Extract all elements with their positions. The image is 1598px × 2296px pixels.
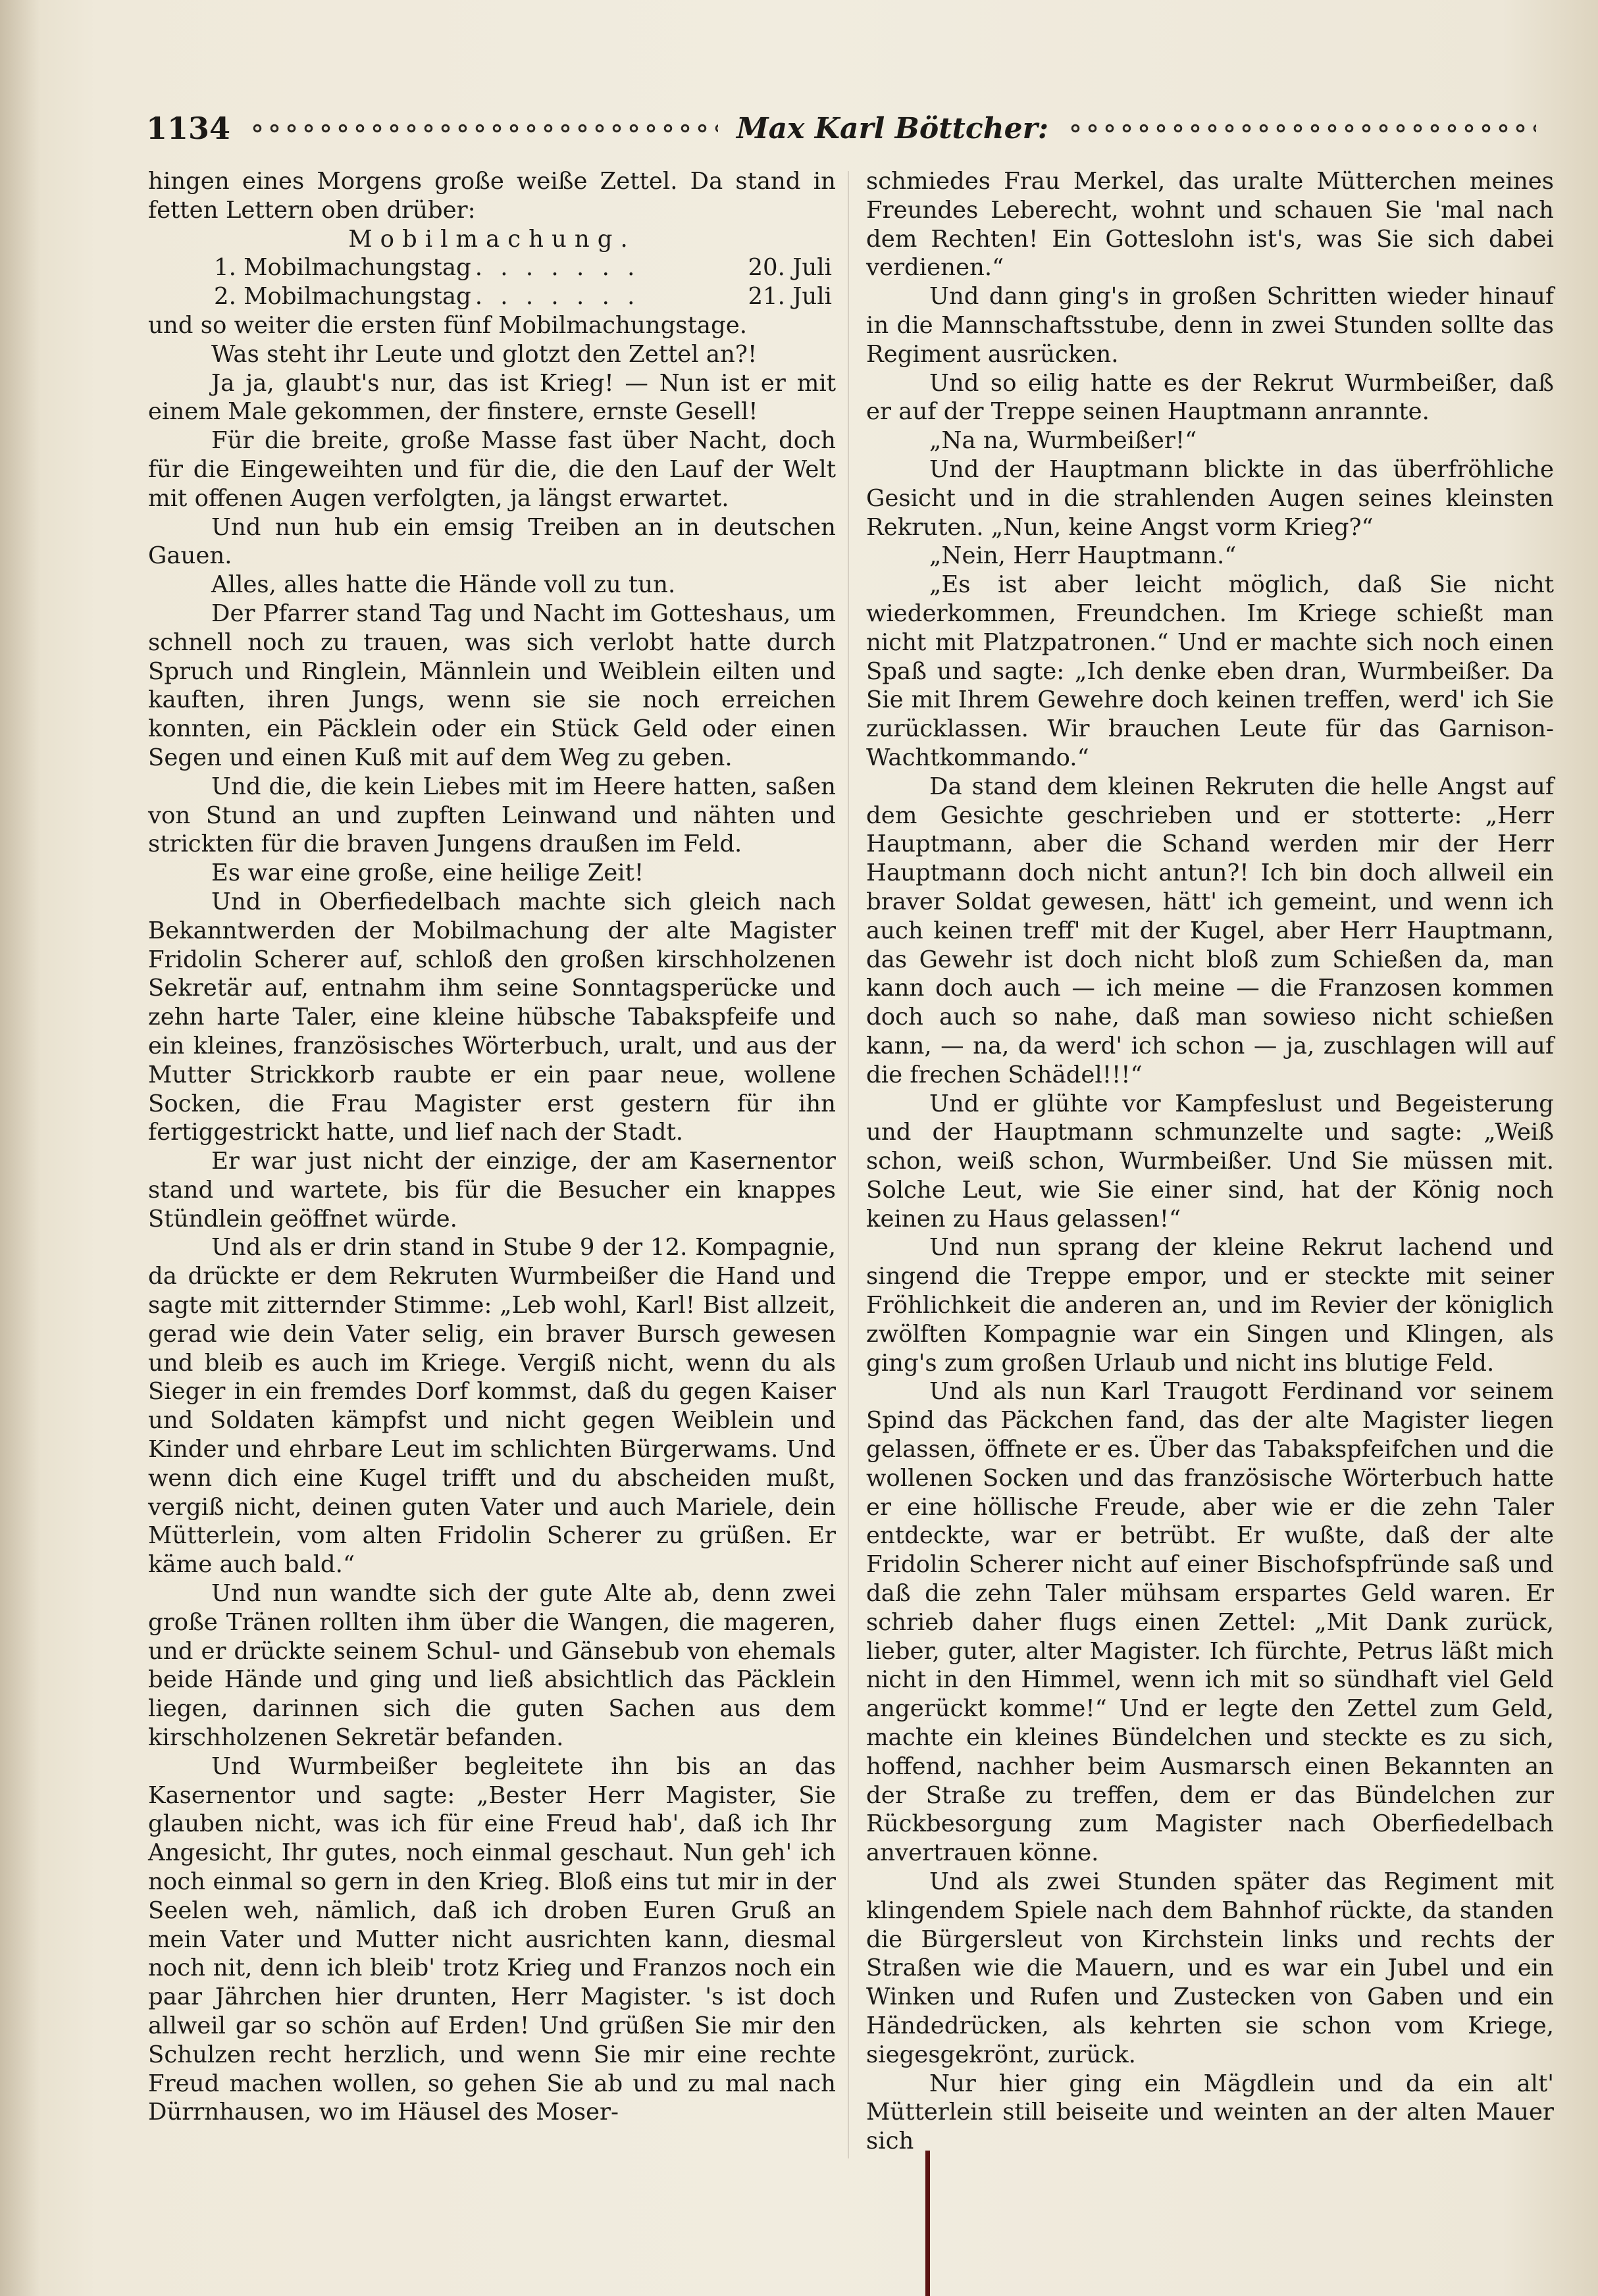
list-item [148,282,836,311]
paragraph: und so weiter die ersten fünf Mobilmachungstage. [148,311,748,339]
page-header [146,99,1555,158]
paragraph: Und nun hub ein emsig Treiben an in deutschen Gauen. [148,513,836,570]
bookmark-ribbon [925,2151,930,2296]
paragraph: Für die breite, große Masse fast über Nacht, doch für die Eingeweihten und für die, die den Lauf der Welt mit offenen Augen verfolgten, ja längst erwartet. [148,427,836,512]
paragraph: Der Pfarrer stand Tag und Nacht im Gotteshaus, um schnell noch zu trauen, was sich verlobt hatte durch Spruch und Ringlein, Männlein und Weiblein eilten und kauften, ihren Jungs, wenn sie sie noch erreichen konnten, ein Päcklein oder ein Stück Geld oder einen Segen und einen Kuß mit auf dem Weg zu geben. [148,600,836,771]
paragraph: Alles, alles hatte die Hände voll zu tun. [211,571,676,599]
paragraph: Und er glühte vor Kampfeslust und Begeisterung und der Hauptmann schmunzelte und sagte: „Weiß schon, weiß schon, Wurmbeißer. Und Sie müssen mit. Solche Leut, wie Sie einer sind, hat der König noch keinen zu Haus gelassen!“ [866,1090,1554,1233]
paragraph: Und als er drin stand in Stube 9 der 12. Kompagnie, da drückte er dem Rekruten Wurmbeißer die Hand und sagte mit zitternder Stimme: „Leb wohl, Karl! Bist allzeit, gerad wie dein Vater selig, ein braver Bursch gewesen und bleib es auch im Kriege. Vergiß nicht, wenn du als Sieger in ein fremdes Dorf kommst, daß du gegen Kaiser und Soldaten kämpfst und nicht gegen Weiblein und Kinder und ehrbare Leut im schlichten Bürgerwams. Und wenn dich eine Kugel trifft und du abscheiden mußt, vergiß nicht, deinen guten Vater und auch Mariele, dein Mütterlein, vom alten Fridolin Scherer zu grüßen. Er käme auch bald.“ [148,1234,836,1579]
list-label: 2. Mobilmachungstag [214,283,471,311]
right-column [866,167,1554,2156]
list-dots: . . . . . . . [475,254,640,282]
paragraph: Ja ja, glaubt's nur, das ist Krieg! — Nun ist er mit einem Male gekommen, der finstere, ernste Gesell! [148,369,836,426]
header-ornament-left [249,122,718,135]
left-column [148,167,836,2127]
page-number: 1134 [146,111,231,146]
paragraph: Und nun wandte sich der gute Alte ab, denn zwei große Tränen rollten ihm über die Wangen, die mageren, und er drückte seinem Schul- und Gänsebub von ehemals beide Hände und ging und ließ absichtlich das Päcklein liegen, darinnen sich die guten Sachen aus dem kirschholzenen Sekretär befanden. [148,1580,836,1752]
paragraph: Und Wurmbeißer begleitete ihn bis an das Kasernentor und sagte: „Bester Herr Magister, Sie glauben nicht, was ich für eine Freud hab', daß ich Ihr Angesicht, Ihr gutes, noch einmal geschaut. Nun geh' ich noch einmal so gern in den Krieg. Bloß eins tut mir in der Seelen weh, nämlich, daß ich droben Euren Gruß an mein Vater und Mutter nicht ausrichten kann, diesmal noch nit, denn ich bleib' trotz Krieg und Franzos noch ein paar Jährchen hier drunten, Herr Magister. 's ist doch allweil gar so schön auf Erden! Und grüßen Sie mir den Schulzen recht herzlich, und wenn Sie mir eine rechte Freud machen wollen, so gehen Sie ab und zu mal nach Dürrnhausen, wo im Häusel des Moser- [148,1752,836,2126]
author-name: Max Karl Böttcher: [736,111,1049,145]
paragraph: Was steht ihr Leute und glotzt den Zettel an?! [211,340,758,368]
paragraph: Nur hier ging ein Mägdlein und da ein alt' Mütterlein still beiseite und weinten an der alten Mauer sich [866,2070,1554,2155]
paragraph: Und in Oberfiedelbach machte sich gleich nach Bekanntwerden der Mobilmachung der alte Magister Fridolin Scherer auf, schloß den großen kirschholzenen Sekretär auf, entnahm ihm seine Sonntagsperücke und zehn harte Taler, eine kleine hübsche Tabakspfeife und ein kleines, französisches Wörterbuch, uralt, und aus der Mutter Strickkorb raubte er ein paar neue, wollene Socken, die Frau Magister erst gestern für ihn fertiggestrickt hatte, und lief nach der Stadt. [148,888,836,1146]
column-divider [848,171,849,2158]
list-item [148,253,836,282]
list-dots: . . . . . . . [475,283,640,311]
paragraph: Und dann ging's in großen Schritten wieder hinauf in die Mannschaftsstube, denn in zwei Stunden sollte das Regiment ausrücken. [866,283,1554,368]
paragraph: Und als nun Karl Traugott Ferdinand vor seinem Spind das Päckchen fand, das der alte Magister liegen gelassen, öffnete er es. Über das Tabakspfeifchen und die wollenen Socken und das französische Wörterbuch hatte er eine höllische Freude, aber wie er die zehn Taler entdeckte, war er betrübt. Er wußte, daß der alte Fridolin Scherer nicht auf einer Bischofspfründe saß und daß die zehn Taler mühsam erspartes Geld waren. Er schrieb daher flugs einen Zettel: „Mit Dank zurück, lieber, guter, alter Magister. Ich fürchte, Petrus läßt mich nicht in den Himmel, wenn ich mit so sündhaft viel Geld angerückt komme!“ Und er legte den Zettel zum Geld, machte ein kleines Bündelchen und steckte es zu sich, hoffend, nachher beim Ausmarsch einen Bekannten an der Straße zu treffen, dem er das Bündelchen zur Rückbesorgung zum Magister nach Oberfiedelbach anvertrauen könne. [866,1378,1554,1867]
paragraph: hingen eines Morgens große weiße Zettel. Da stand in fetten Lettern oben drüber: [148,168,836,224]
header-ornament-right [1067,122,1536,135]
paragraph: Und die, die kein Liebes mit im Heere hatten, saßen von Stund an und zupften Leinwand und nähten und strickten für die braven Jungens draußen im Feld. [148,773,836,858]
page-edge-shadow [0,0,39,2296]
notice-title: Mobilmachung. [348,225,636,253]
paragraph: Und als zwei Stunden später das Regiment mit klingendem Spiele nach dem Bahnhof rückte, da standen die Bürgersleut von Kirchstein links und rechts der Straßen wie die Mauern, und es war ein Jubel und ein Winken und Rufen und Zustecken von Gaben und ein Händedrücken, als kehrten sie schon vom Kriege, siegesgekrönt, zurück. [866,1868,1554,2068]
list-value: 20. Juli [748,254,832,282]
paragraph: Und so eilig hatte es der Rekrut Wurmbeißer, daß er auf der Treppe seinen Hauptmann anrannte. [866,369,1554,426]
list-value: 21. Juli [748,283,832,311]
list-label: 1. Mobilmachungstag [214,254,471,282]
paragraph: „Na na, Wurmbeißer!“ [929,427,1197,455]
paragraph: schmiedes Frau Merkel, das uralte Mütterchen meines Freundes Leberecht, wohnt und schauen Sie 'mal nach dem Rechten! Ein Gotteslohn ist's, was Sie sich dabei verdienen.“ [866,168,1554,282]
paragraph: Es war eine große, eine heilige Zeit! [211,859,644,887]
paragraph: Da stand dem kleinen Rekruten die helle Angst auf dem Gesichte geschrieben und er stotterte: „Herr Hauptmann, aber die Schand werden mir der Herr Hauptmann doch nicht antun?! Ich bin doch allweil ein braver Soldat gewesen, hätt' ich gemeint, und wenn ich auch keinen treff' mit der Kugel, aber Herr Hauptmann, das Gewehr ist doch nicht bloß zum Schießen da, man kann doch auch — ich meine — die Franzosen kommen doch auch so nahe, daß man sowieso nicht schießen kann, — na, da werd' ich schon — ja, zuschlagen will auf die frechen Schädel!!!“ [866,773,1554,1088]
paragraph: „Nein, Herr Hauptmann.“ [929,542,1237,570]
paragraph: Er war just nicht der einzige, der am Kasernentor stand und wartete, bis für die Besucher ein knappes Stündlein geöffnet würde. [148,1148,836,1233]
paragraph: Und nun sprang der kleine Rekrut lachend und singend die Treppe empor, und er steckte mit seiner Fröhlichkeit die anderen an, und im Revier der königlich zwölften Kompagnie war ein Singen und Klingen, als ging's zum großen Urlaub und nicht ins blutige Feld. [866,1234,1554,1377]
paragraph: „Es ist aber leicht möglich, daß Sie nicht wiederkommen, Freundchen. Im Kriege schießt man nicht mit Platzpatronen.“ Und er machte sich noch einen Spaß und sagte: „Ich denke eben dran, Wurmbeißer. Da Sie mit Ihrem Gewehre doch keinen treffen, werd' ich Sie zurücklassen. Wir brauchen Leute für das Garnison-Wachtkommando.“ [866,571,1554,771]
paragraph: Und der Hauptmann blickte in das überfröhliche Gesicht und in die strahlenden Augen seines kleinsten Rekruten. „Nun, keine Angst vorm Krieg?“ [866,455,1554,541]
